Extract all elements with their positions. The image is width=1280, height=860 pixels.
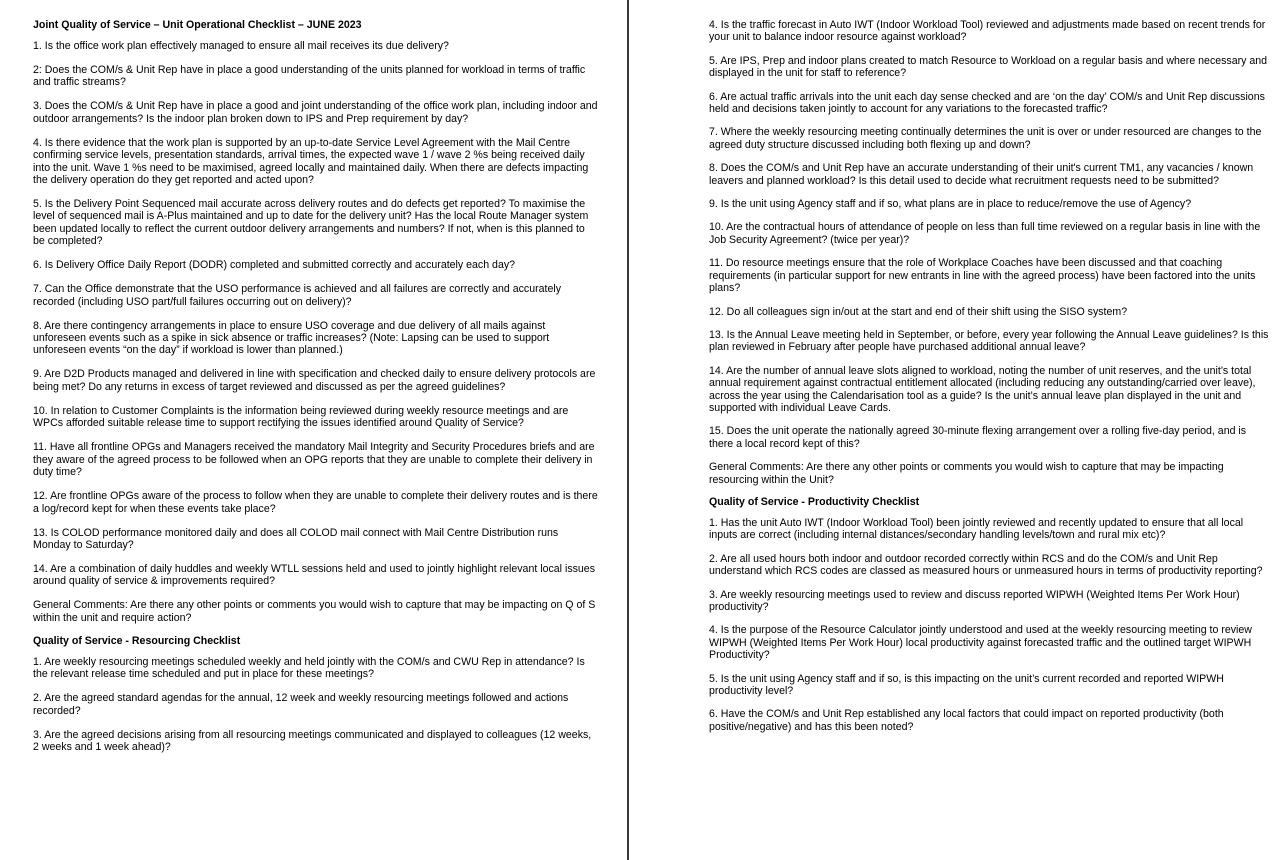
checklist-item: 6. Have the COM/s and Unit Rep established any local factors that could impact on reported productivity (both positive/negative) and has this been noted? bbox=[709, 708, 1224, 733]
checklist-item: 9. Is the unit using Agency staff and if so, what plans are in place to reduce/remove the use of Agency? bbox=[709, 198, 1192, 211]
checklist-item: 9. Are D2D Products managed and delivered in line with specification and checked daily to ensure delivery protocols are being met? Do any returns in excess of target reviewed and discussed as per the agreed guidelines? bbox=[33, 368, 596, 393]
checklist-item: 1. Is the office work plan effectively managed to ensure all mail receives its due delivery? bbox=[33, 40, 449, 52]
checklist-item: 11. Do resource meetings ensure that the role of Workplace Coaches have been discussed and that coaching requirements (in particular support for new entrants in line with the agreed process) have been factored into the units plans? bbox=[709, 257, 1256, 295]
resourcing-checklist-heading: Quality of Service - Resourcing Checklist bbox=[33, 634, 241, 647]
checklist-item: 8. Does the COM/s and Unit Rep have an accurate understanding of their unit's current TM1, any vacancies / known leavers and planned workload? Is this detail used to decide what recruitment requests need to be submitted? bbox=[709, 162, 1254, 187]
checklist-item: 11. Have all frontline OPGs and Managers received the mandatory Mail Integrity and Security Procedures briefs and are they aware of the agreed process to be followed when an OPG reports that they are unable to complete their delivery in duty time? bbox=[33, 441, 595, 479]
checklist-item: 3. Does the COM/s & Unit Rep have in place a good and joint understanding of the office work plan, including indoor and outdoor arrangements? Is the indoor plan broken down to IPS and Prep requirement by day? bbox=[33, 100, 598, 125]
document-title: Joint Quality of Service – Unit Operational Checklist – JUNE 2023 bbox=[33, 19, 362, 31]
checklist-item: 12. Are frontline OPGs aware of the process to follow when they are unable to complete their delivery routes and is there a log/record kept for when these events take place? bbox=[33, 490, 598, 515]
productivity-checklist-heading: Quality of Service - Productivity Checklist bbox=[709, 495, 920, 508]
left-column bbox=[33, 19, 598, 765]
checklist-item: 4. Is there evidence that the work plan is supported by an up-to-date Service Level Agreement with the Mail Centre confirming service levels, presentation standards, arrival times, the expected wave 1 / wave 2 %s being received daily into the unit. Wave 1 %s need to be maximised, agreed locally and maintained daily. When there are defects impacting the delivery operation do they get reported and acted upon? bbox=[33, 136, 589, 187]
checklist-item: 5. Is the Delivery Point Sequenced mail accurate across delivery routes and do defects get reported? To maximise the level of sequenced mail is A-Plus maintained and up to date for the delivery unit? Has the local Route Manager system been updated locally to reflect the current outdoor delivery arrangements and numbers? If not, when is this planned to be completed? bbox=[33, 198, 589, 248]
checklist-item: 8. Are there contingency arrangements in place to ensure USO coverage and due delivery of all mails against unforeseen events such as a spike in sick absence or traffic increases? (Note: Lapsing can be used to support unforeseen events “on the day” if workload is lower than planned.) bbox=[33, 319, 550, 357]
checklist-item: 1. Are weekly resourcing meetings scheduled weekly and held jointly with the COM/s and CWU Rep in attendance? Is the relevant release time scheduled and put in place for these meetings? bbox=[33, 655, 585, 681]
checklist-item: 2. Are all used hours both indoor and outdoor recorded correctly within RCS and do the COM/s and Unit Rep understand which RCS codes are classed as measured hours or unmeasured hours in terms of productivity reporting? bbox=[709, 552, 1263, 578]
checklist-item: 13. Is the Annual Leave meeting held in September, or before, every year following the Annual Leave guidelines? Is this plan reviewed in February after people have purchased additional annual leave? bbox=[709, 328, 1269, 354]
checklist-item: 5. Are IPS, Prep and indoor plans created to match Resource to Workload on a regular basis and where necessary and displayed in the unit for staff to reference? bbox=[709, 54, 1268, 80]
checklist-item: 14. Are the number of annual leave slots aligned to workload, noting the number of unit reserves, and the unit’s total annual requirement against contractual entitlement allocated (including reducing any outstanding/carried over leave), across the year using the Calendarisation tool as a guide? Is the unit’s annual leave plan displayed in the unit and supported with individual Leave Cards. bbox=[709, 364, 1256, 414]
checklist-item: 1. Has the unit Auto IWT (Indoor Workload Tool) been jointly reviewed and recently updated to ensure that all local inputs are correct (including internal distances/secondary handling levels/town and rural mix etc)? bbox=[709, 516, 1244, 542]
checklist-item: 2. Are the agreed standard agendas for the annual, 12 week and weekly resourcing meetings followed and actions recorded? bbox=[33, 692, 569, 717]
checklist-item: 4. Is the traffic forecast in Auto IWT (Indoor Workload Tool) reviewed and adjustments made based on recent trends for your unit to balance indoor resource against workload? bbox=[709, 19, 1266, 44]
right-page bbox=[629, 0, 1280, 860]
checklist-item: 15. Does the unit operate the nationally agreed 30-minute flexing arrangement over a rolling five-day period, and is there a local record kept of this? bbox=[709, 425, 1247, 450]
general-comments: General Comments: Are there any other points or comments you would wish to capture that may be impacting resourcing within the Unit? bbox=[709, 461, 1224, 486]
checklist-item: 5. Is the unit using Agency staff and if so, is this impacting on the unit’s current recorded and reported WIPWH productivity level? bbox=[709, 672, 1224, 698]
checklist-item: 2: Does the COM/s & Unit Rep have in place a good understanding of the units planned for workload in terms of traffic and traffic streams? bbox=[33, 64, 586, 89]
checklist-item: 10. Are the contractual hours of attendance of people on less than full time reviewed on a regular basis in line with the Job Security Agreement? (twice per year)? bbox=[709, 221, 1261, 246]
checklist-item: 14. Are a combination of daily huddles and weekly WTLL sessions held and used to jointly highlight relevant local issues around quality of service & improvements required? bbox=[33, 562, 595, 588]
checklist-item: 4. Is the purpose of the Resource Calculator jointly understood and used at the weekly resourcing meeting to review WIPWH (Weighted Items Per Work Hour) local productivity against forecasted traffic and the outlined target WIPWH Productivity? bbox=[709, 624, 1252, 662]
checklist-item: 12. Do all colleagues sign in/out at the start and end of their shift using the SISO system? bbox=[709, 305, 1128, 318]
checklist-item: 6. Are actual traffic arrivals into the unit each day sense checked and are ‘on the day’ COM/s and Unit Rep discussions held and decisions taken jointly to account for any variations to the forecasted traffic? bbox=[709, 90, 1265, 116]
checklist-item: 3. Are weekly resourcing meetings used to review and discuss reported WIPWH (Weighted Items Per Work Hour) productivity? bbox=[709, 588, 1240, 613]
checklist-item: 10. In relation to Customer Complaints is the information being reviewed during weekly resource meetings and are WPCs afforded suitable release time to support rectifying the issues identified around Quality of Service? bbox=[33, 404, 569, 430]
checklist-item: 13. Is COLOD performance monitored daily and does all COLOD mail connect with Mail Centre Distribution runs Monday to Saturday? bbox=[33, 526, 559, 551]
checklist-item: 6. Is Delivery Office Daily Report (DODR) completed and submitted correctly and accurately each day? bbox=[33, 259, 516, 272]
general-comments: General Comments: Are there any other points or comments you would wish to capture that may be impacting on Q of S within the unit and require action? bbox=[33, 599, 596, 624]
left-page bbox=[0, 0, 627, 860]
checklist-item: 7. Where the weekly resourcing meeting continually determines the unit is over or under resourced are changes to the agreed duty structure discussed including both flexing up and down? bbox=[709, 126, 1262, 151]
checklist-item: 7. Can the Office demonstrate that the USO performance is achieved and all failures are correctly and accurately recorded (including USO part/full failures occurring out on delivery)? bbox=[33, 283, 561, 308]
right-column bbox=[709, 19, 1271, 744]
checklist-item: 3. Are the agreed decisions arising from all resourcing meetings communicated and displayed to colleagues (12 weeks, 2 weeks and 1 week ahead)? bbox=[33, 728, 592, 753]
